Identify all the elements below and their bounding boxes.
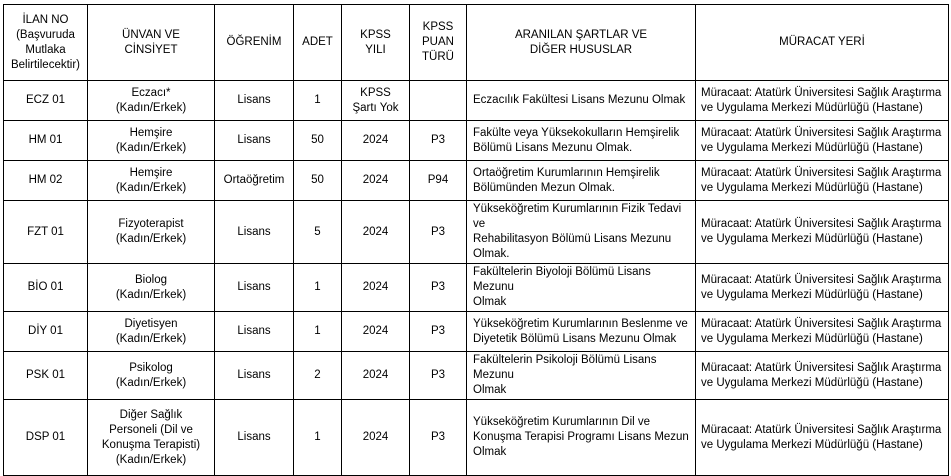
cell-unvan: Hemşire (Kadın/Erkek) bbox=[88, 121, 215, 161]
cell-ogrenim: Lisans bbox=[215, 201, 294, 264]
cell-muracat: Müracaat: Atatürk Üniversitesi Sağlık Araştırma ve Uygulama Merkezi Müdürlüğü (Hastane) bbox=[696, 201, 949, 264]
cell-kpss-puan: P3 bbox=[410, 121, 467, 161]
table-row bbox=[4, 352, 949, 400]
cell-sartlar: Eczacılık Fakültesi Lisans Mezunu Olmak bbox=[467, 81, 696, 121]
cell-kpss-yili: 2024 bbox=[342, 352, 410, 400]
cell-unvan: Biolog (Kadın/Erkek) bbox=[88, 264, 215, 312]
cell-ilan-no: HM 01 bbox=[4, 121, 88, 161]
cell-ilan-no: DSP 01 bbox=[4, 400, 88, 476]
cell-kpss-yili: 2024 bbox=[342, 121, 410, 161]
table-row bbox=[4, 121, 949, 161]
cell-ilan-no: PSK 01 bbox=[4, 352, 88, 400]
header-adet: ADET bbox=[294, 5, 342, 81]
cell-ilan-no: BİO 01 bbox=[4, 264, 88, 312]
cell-kpss-puan: P3 bbox=[410, 201, 467, 264]
job-listing-table bbox=[3, 4, 949, 476]
cell-ilan-no: DİY 01 bbox=[4, 312, 88, 352]
cell-unvan: Diyetisyen (Kadın/Erkek) bbox=[88, 312, 215, 352]
header-unvan: ÜNVAN VE CİNSİYET bbox=[88, 5, 215, 81]
header-ogrenim: ÖĞRENİM bbox=[215, 5, 294, 81]
cell-ogrenim: Lisans bbox=[215, 312, 294, 352]
cell-ogrenim: Lisans bbox=[215, 81, 294, 121]
cell-adet: 5 bbox=[294, 201, 342, 264]
cell-muracat: Müracaat: Atatürk Üniversitesi Sağlık Araştırma ve Uygulama Merkezi Müdürlüğü (Hastane) bbox=[696, 121, 949, 161]
table-row bbox=[4, 81, 949, 121]
header-sartlar: ARANILAN ŞARTLAR VE DİĞER HUSUSLAR bbox=[467, 5, 696, 81]
cell-unvan: Fizyoterapist (Kadın/Erkek) bbox=[88, 201, 215, 264]
cell-kpss-puan bbox=[410, 81, 467, 121]
cell-sartlar: Fakültelerin Biyoloji Bölümü Lisans Mezunu Olmak bbox=[467, 264, 696, 312]
cell-kpss-puan: P94 bbox=[410, 161, 467, 201]
cell-unvan: Eczacı* (Kadın/Erkek) bbox=[88, 81, 215, 121]
header-kpss-yili: KPSS YILI bbox=[342, 5, 410, 81]
table-row bbox=[4, 312, 949, 352]
cell-muracat: Müracaat: Atatürk Üniversitesi Sağlık Araştırma ve Uygulama Merkezi Müdürlüğü (Hastane) bbox=[696, 312, 949, 352]
cell-ogrenim: Lisans bbox=[215, 352, 294, 400]
cell-adet: 1 bbox=[294, 264, 342, 312]
cell-muracat: Müracaat: Atatürk Üniversitesi Sağlık Araştırma ve Uygulama Merkezi Müdürlüğü (Hastane) bbox=[696, 352, 949, 400]
cell-ogrenim: Lisans bbox=[215, 264, 294, 312]
table-row bbox=[4, 161, 949, 201]
cell-sartlar: Yükseköğretim Kurumlarının Dil ve Konuşma Terapisi Programı Lisans Mezun Olmak bbox=[467, 400, 696, 476]
cell-kpss-yili: 2024 bbox=[342, 201, 410, 264]
cell-muracat: Müracaat: Atatürk Üniversitesi Sağlık Araştırma ve Uygulama Merkezi Müdürlüğü (Hastane) bbox=[696, 81, 949, 121]
cell-muracat: Müracaat: Atatürk Üniversitesi Sağlık Araştırma ve Uygulama Merkezi Müdürlüğü (Hastane) bbox=[696, 161, 949, 201]
cell-adet: 50 bbox=[294, 121, 342, 161]
cell-adet: 1 bbox=[294, 81, 342, 121]
cell-kpss-puan: P3 bbox=[410, 352, 467, 400]
cell-sartlar: Fakültelerin Psikoloji Bölümü Lisans Mezunu Olmak bbox=[467, 352, 696, 400]
cell-adet: 1 bbox=[294, 400, 342, 476]
cell-ogrenim: Lisans bbox=[215, 400, 294, 476]
cell-kpss-yili: 2024 bbox=[342, 312, 410, 352]
header-muracat: MÜRACAT YERİ bbox=[696, 5, 949, 81]
table-row bbox=[4, 400, 949, 476]
cell-muracat: Müracaat: Atatürk Üniversitesi Sağlık Araştırma ve Uygulama Merkezi Müdürlüğü (Hastane) bbox=[696, 264, 949, 312]
cell-unvan: Hemşire (Kadın/Erkek) bbox=[88, 161, 215, 201]
cell-ilan-no: ECZ 01 bbox=[4, 81, 88, 121]
cell-kpss-yili: 2024 bbox=[342, 161, 410, 201]
cell-sartlar: Yükseköğretim Kurumlarının Fizik Tedavi ve Rehabilitasyon Bölümü Lisans Mezunu Olmak. bbox=[467, 201, 696, 264]
cell-ilan-no: HM 02 bbox=[4, 161, 88, 201]
header-kpss-puan: KPSS PUAN TÜRÜ bbox=[410, 5, 467, 81]
cell-ilan-no: FZT 01 bbox=[4, 201, 88, 264]
cell-adet: 2 bbox=[294, 352, 342, 400]
header-ilan-no: İLAN NO (Başvuruda Mutlaka Belirtilecektir) bbox=[4, 5, 88, 81]
cell-kpss-yili: 2024 bbox=[342, 264, 410, 312]
cell-kpss-puan: P3 bbox=[410, 264, 467, 312]
cell-adet: 50 bbox=[294, 161, 342, 201]
cell-sartlar: Yükseköğretim Kurumlarının Beslenme ve Diyetetik Bölümü Lisans Mezunu Olmak bbox=[467, 312, 696, 352]
cell-kpss-yili: KPSS Şartı Yok bbox=[342, 81, 410, 121]
cell-unvan: Diğer Sağlık Personeli (Dil ve Konuşma Terapisti) (Kadın/Erkek) bbox=[88, 400, 215, 476]
cell-unvan: Psikolog (Kadın/Erkek) bbox=[88, 352, 215, 400]
cell-sartlar: Ortaöğretim Kurumlarının Hemşirelik Bölümünden Mezun Olmak. bbox=[467, 161, 696, 201]
cell-kpss-puan: P3 bbox=[410, 312, 467, 352]
cell-ogrenim: Ortaöğretim bbox=[215, 161, 294, 201]
cell-ogrenim: Lisans bbox=[215, 121, 294, 161]
cell-sartlar: Fakülte veya Yüksekokulların Hemşirelik Bölümü Lisans Mezunu Olmak. bbox=[467, 121, 696, 161]
table-row bbox=[4, 201, 949, 264]
header-row bbox=[4, 5, 949, 81]
table-body bbox=[4, 81, 949, 476]
cell-kpss-puan: P3 bbox=[410, 400, 467, 476]
cell-adet: 1 bbox=[294, 312, 342, 352]
cell-muracat: Müracaat: Atatürk Üniversitesi Sağlık Araştırma ve Uygulama Merkezi Müdürlüğü (Hastane) bbox=[696, 400, 949, 476]
table-row bbox=[4, 264, 949, 312]
cell-kpss-yili: 2024 bbox=[342, 400, 410, 476]
